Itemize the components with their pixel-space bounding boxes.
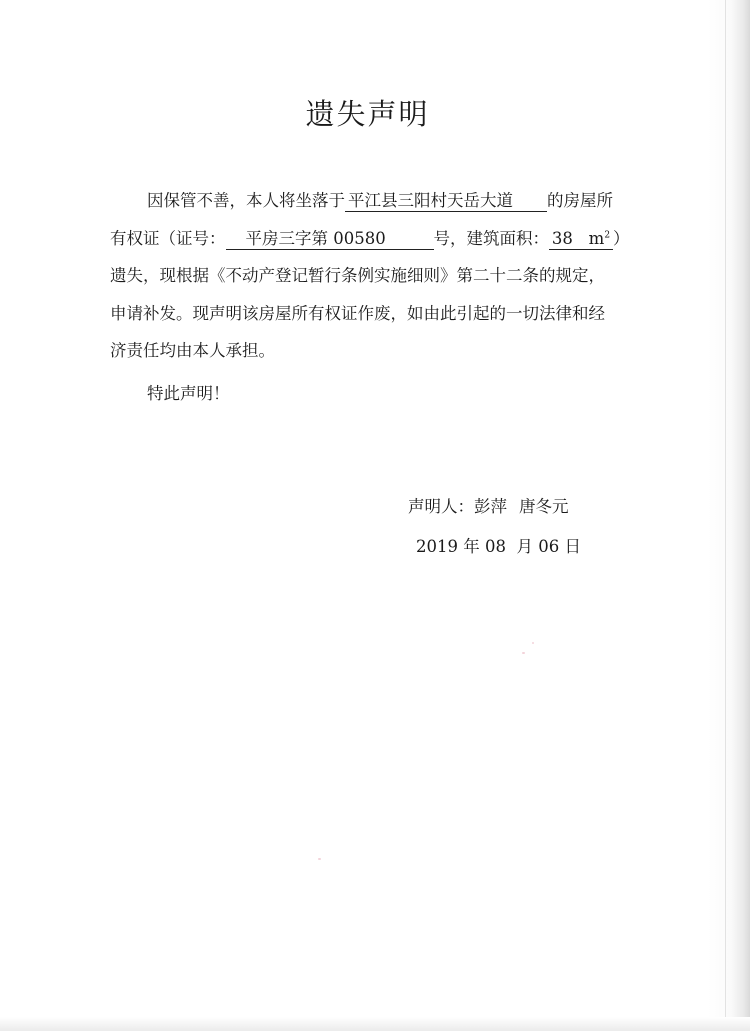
scan-speck <box>532 642 534 644</box>
statement-body <box>110 182 640 370</box>
signer-name-2: 唐冬元 <box>519 497 569 516</box>
date-day-unit: 日 <box>564 537 581 556</box>
date-line <box>416 533 581 557</box>
certificate-number-field: 平房三字第 00580 <box>226 229 434 250</box>
area-value: 38 <box>551 228 573 248</box>
signature-block <box>408 493 569 517</box>
page-bottom-edge <box>0 1017 750 1031</box>
building-area-field <box>549 229 613 250</box>
closing-paragraph <box>110 375 640 413</box>
signature-label: 声明人： <box>408 497 474 516</box>
date-year: 2019 <box>416 537 458 556</box>
body-line-4: 申请补发。现声明该房屋所有权证作废，如由此引起的一切法律和经 <box>110 303 605 323</box>
page-edge-shadow <box>708 0 750 1031</box>
document-title: 遗失声明 <box>305 97 430 131</box>
signer-name-1: 彭萍 <box>474 497 507 516</box>
body-line-1 <box>110 182 640 220</box>
closing-text: 特此声明！ <box>147 384 230 403</box>
scan-speck <box>318 858 321 860</box>
date-year-unit: 年 <box>463 537 480 556</box>
date-month-unit: 月 <box>516 537 533 556</box>
body-line-2 <box>110 220 640 258</box>
date-day: 06 <box>538 537 560 556</box>
property-location-field: 平江县三阳村天岳大道 <box>345 191 547 212</box>
body-text: 的房屋所 <box>547 191 613 210</box>
body-text: 有权证（证号： <box>110 228 226 248</box>
area-unit: m <box>588 228 605 248</box>
body-line-3: 遗失，现根据《不动产登记暂行条例实施细则》第二十二条的规定， <box>110 266 605 285</box>
scan-speck <box>522 652 525 654</box>
page-edge-line <box>725 0 726 1031</box>
body-text: 号，建筑面积： <box>433 228 549 248</box>
date-month: 08 <box>485 537 506 556</box>
body-text: ） <box>613 228 630 248</box>
body-line-5: 济责任均由本人承担。 <box>110 341 275 360</box>
area-unit-superscript: 2 <box>604 230 611 240</box>
body-text: 因保管不善，本人将坐落于 <box>147 191 345 210</box>
